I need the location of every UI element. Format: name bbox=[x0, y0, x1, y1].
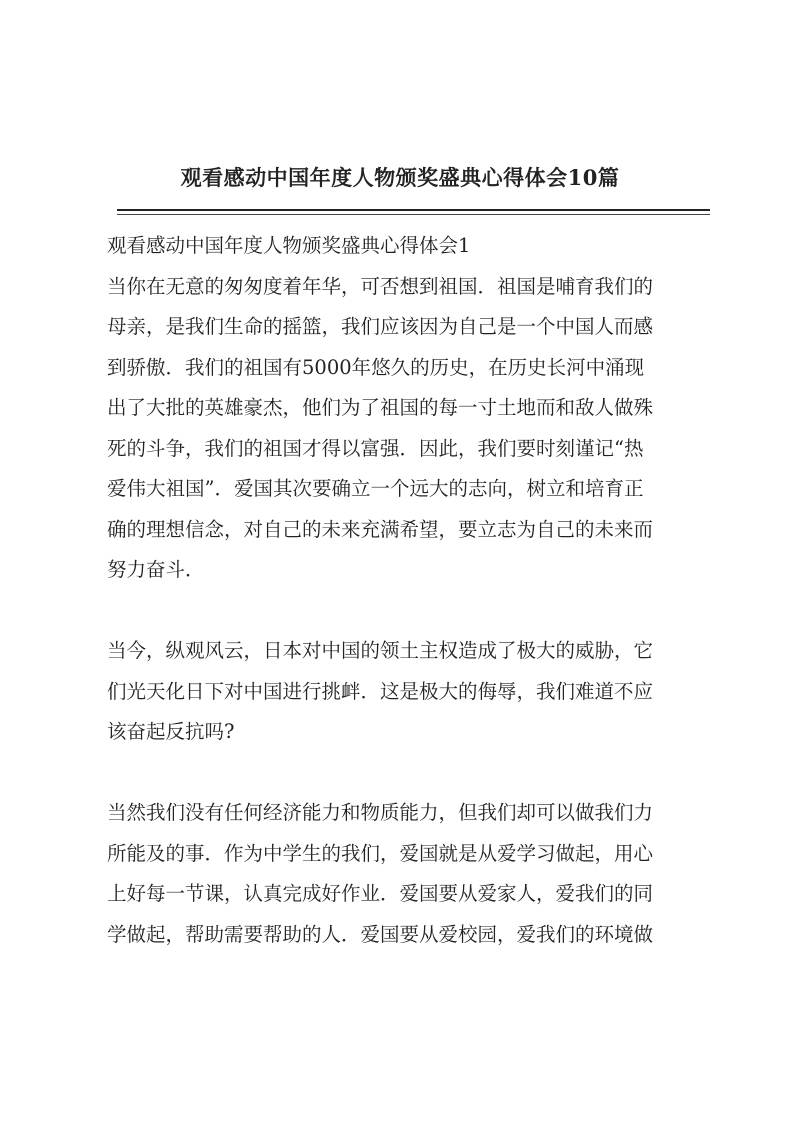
section-heading: 观看感动中国年度人物颁奖盛典心得体会1 bbox=[107, 234, 471, 257]
document-body bbox=[107, 226, 707, 955]
paragraph-1 bbox=[107, 267, 707, 591]
text-line: 上好每一节课，认真完成好作业．爱国要从爱家人，爱我们的同 bbox=[107, 882, 654, 905]
text-line: 学做起，帮助需要帮助的人．爱国要从爱校园，爱我们的环境做 bbox=[107, 922, 654, 946]
text-line: 们光天化日下对中国进行挑衅．这是极大的侮辱，我们难道不应 bbox=[107, 679, 654, 703]
text-line: 确的理想信念，对自己的未来充满希望，要立志为自己的未来而 bbox=[107, 517, 654, 541]
title-divider-thin bbox=[117, 214, 710, 215]
text-line: 爱伟大祖国”．爱国其次要确立一个远大的志向，树立和培育正 bbox=[107, 477, 644, 500]
paragraph-gap bbox=[107, 591, 707, 632]
text-line: 到骄傲．我们的祖国有5000年悠久的历史，在历史长河中涌现 bbox=[107, 355, 645, 379]
text-line: 出了大批的英雄豪杰，他们为了祖国的每一寸土地而和敌人做殊 bbox=[107, 396, 654, 419]
paragraph-2 bbox=[107, 631, 707, 753]
paragraph-3 bbox=[107, 793, 707, 955]
text-line: 当你在无意的匆匆度着年华，可否想到祖国．祖国是哺育我们的 bbox=[107, 274, 654, 298]
title-divider bbox=[117, 209, 710, 211]
text-line: 所能及的事．作为中学生的我们，爱国就是从爱学习做起，用心 bbox=[107, 841, 654, 865]
text-line: 当今，纵观风云，日本对中国的领土主权造成了极大的威胁，它 bbox=[107, 639, 654, 662]
text-line: 该奋起反抗吗? bbox=[107, 720, 235, 743]
document-title: 观看感动中国年度人物颁奖盛典心得体会10篇 bbox=[180, 165, 620, 190]
text-line: 死的斗争，我们的祖国才得以富强．因此，我们要时刻谨记“热 bbox=[107, 436, 644, 460]
text-line: 努力奋斗． bbox=[107, 558, 205, 581]
paragraph-gap bbox=[107, 753, 707, 794]
text-line: 母亲，是我们生命的摇篮，我们应该因为自己是一个中国人而感 bbox=[107, 315, 654, 338]
text-line: 当然我们没有任何经济能力和物质能力，但我们却可以做我们力 bbox=[107, 801, 654, 824]
